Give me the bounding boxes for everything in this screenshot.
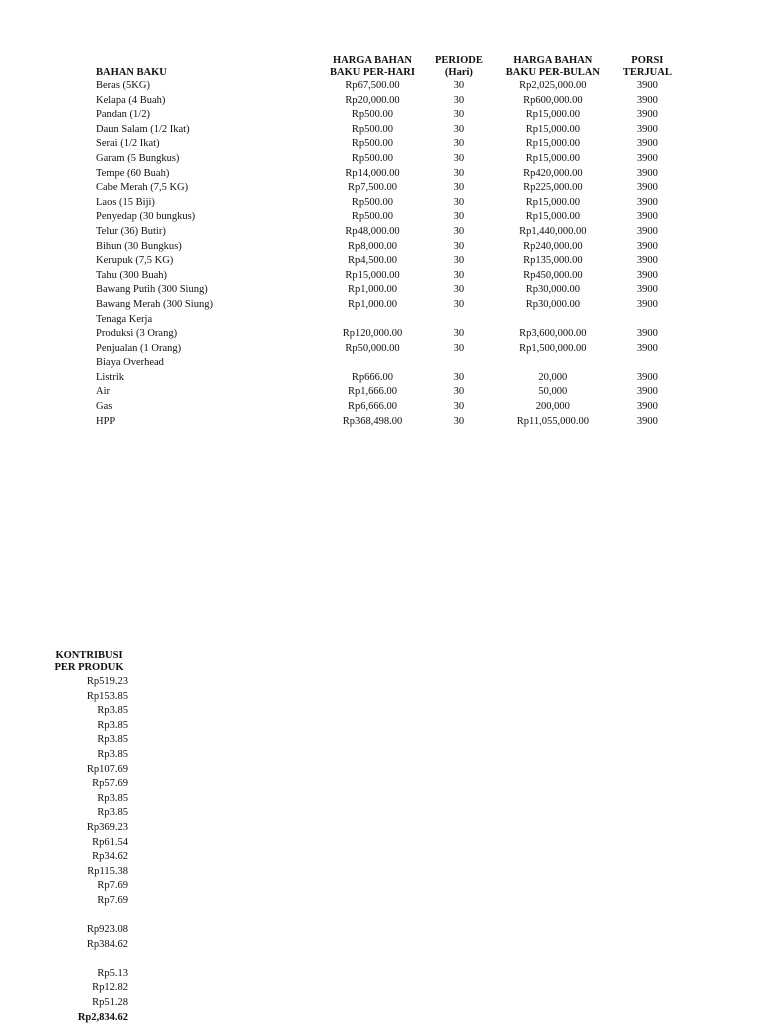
table-row [90, 167, 672, 182]
header-item [90, 55, 310, 67]
cell-portion: 3900 [636, 182, 658, 194]
table-row [90, 181, 672, 196]
table-row [90, 254, 672, 269]
cell-item-name: Laos (15 Biji) [96, 196, 155, 208]
cell-monthly-price: Rp1,500,000.00 [519, 342, 587, 354]
cell-item-name: Gas [96, 401, 113, 413]
table-row [90, 371, 672, 386]
cell-daily-price: Rp8,000.00 [347, 240, 397, 252]
cell-item-name: Daun Salam (1/2 Ikat) [96, 123, 190, 135]
cell-item-name: Penyedap (30 bungkus) [96, 211, 196, 223]
cell-item-name: Tahu (300 Buah) [96, 269, 167, 281]
cell-portion: 3900 [636, 152, 658, 164]
kontribusi-value: Rp3.85 [97, 734, 128, 746]
cell-portion: 3900 [636, 94, 658, 106]
cell-item-name: Kerupuk (7,5 KG) [96, 255, 174, 267]
cell-monthly-price: Rp225,000.00 [523, 182, 583, 194]
cell-item-name: Listrik [96, 371, 124, 383]
cell-monthly-price: Rp1,440,000.00 [519, 225, 587, 237]
section-row [90, 313, 672, 328]
cell-portion: 3900 [636, 255, 658, 267]
cell-monthly-price: Rp30,000.00 [525, 298, 580, 310]
cell-item-name: Penjualan (1 Orang) [96, 342, 182, 354]
cell-monthly-price: Rp15,000.00 [525, 211, 580, 223]
cell-daily-price: Rp500.00 [351, 138, 394, 150]
kontribusi-value: Rp923.08 [86, 924, 128, 936]
cell-period [435, 356, 483, 371]
cell-portion: 3900 [636, 342, 658, 354]
kontribusi-value: Rp7.69 [97, 894, 128, 906]
cell-monthly-price: Rp15,000.00 [525, 138, 580, 150]
cell-monthly-price: Rp3,600,000.00 [519, 328, 587, 340]
kontribusi-value: Rp34.62 [92, 851, 128, 863]
section-row [90, 356, 672, 371]
cell-period: 30 [453, 269, 465, 281]
cell-daily-price: Rp67,500.00 [345, 80, 400, 91]
table-header [90, 55, 672, 79]
cell-daily-price: Rp15,000.00 [345, 269, 400, 281]
table-row [90, 108, 672, 123]
cell-portion: 3900 [636, 386, 658, 398]
cell-period: 30 [453, 415, 465, 427]
cell-period: 30 [453, 240, 465, 252]
header-daily-line1: HARGA BAHAN [332, 55, 413, 66]
table-row [90, 210, 672, 225]
cell-period: 30 [453, 342, 465, 354]
cell-item-name: Pandan (1/2) [96, 109, 150, 121]
kontribusi-values [50, 675, 128, 1025]
cell-item-name: Tempe (60 Buah) [96, 167, 170, 179]
cell-item-name: HPP [96, 415, 116, 427]
cell-daily-price: Rp666.00 [351, 371, 394, 383]
cell-item-name: Bihun (30 Bungkus) [96, 240, 182, 252]
cell-portion: 3900 [636, 298, 658, 310]
cell-period [435, 313, 483, 328]
cell-item-name: Garam (5 Bungkus) [96, 152, 180, 164]
table-row [90, 225, 672, 240]
cell-daily-price: Rp1,000.00 [347, 298, 397, 310]
cell-portion [623, 356, 672, 371]
cell-daily-price: Rp4,500.00 [347, 255, 397, 267]
cell-portion [623, 313, 672, 328]
cell-period: 30 [453, 328, 465, 340]
cell-portion: 3900 [636, 123, 658, 135]
kontribusi-value: Rp153.85 [86, 690, 128, 702]
cell-monthly-price: Rp135,000.00 [523, 255, 583, 267]
cell-period: 30 [453, 152, 465, 164]
cell-item-name: Biaya Overhead [96, 357, 164, 369]
cell-period: 30 [453, 255, 465, 267]
cell-portion: 3900 [636, 328, 658, 340]
cell-daily-price: Rp1,000.00 [347, 284, 397, 296]
cell-item-name: Bawang Merah (300 Siung) [96, 298, 213, 310]
kontribusi-value: Rp369.23 [86, 821, 128, 833]
kontribusi-header [50, 650, 128, 674]
cell-monthly-price: Rp2,025,000.00 [519, 80, 587, 91]
cell-daily-price: Rp1,666.00 [347, 386, 397, 398]
kontribusi-value: Rp519.23 [86, 676, 128, 687]
table-row [90, 79, 672, 94]
cell-period: 30 [453, 211, 465, 223]
cell-daily-price: Rp368,498.00 [342, 415, 403, 427]
kontribusi-header-line1: KONTRIBUSI [55, 650, 123, 661]
cell-period: 30 [453, 284, 465, 296]
cell-portion: 3900 [636, 415, 658, 427]
cell-monthly-price: Rp15,000.00 [525, 196, 580, 208]
cell-monthly-price: Rp240,000.00 [523, 240, 583, 252]
table-row [90, 269, 672, 284]
cell-period: 30 [453, 80, 465, 91]
cell-portion: 3900 [636, 80, 658, 91]
cell-portion: 3900 [636, 401, 658, 413]
cell-item-name: Air [96, 386, 110, 398]
kontribusi-value: Rp3.85 [97, 748, 128, 760]
hpp-table [90, 55, 672, 429]
cell-daily-price [310, 356, 435, 371]
kontribusi-value: Rp384.62 [86, 938, 128, 950]
cell-daily-price: Rp500.00 [351, 211, 394, 223]
kontribusi-value: Rp5.13 [97, 967, 128, 979]
cell-portion: 3900 [636, 284, 658, 296]
cell-monthly-price: Rp15,000.00 [525, 152, 580, 164]
cell-portion: 3900 [636, 225, 658, 237]
cell-monthly-price: Rp11,055,000.00 [516, 415, 589, 427]
table-row [90, 385, 672, 400]
kontribusi-value: Rp12.82 [92, 982, 128, 994]
kontribusi-value: Rp3.85 [97, 807, 128, 819]
kontribusi-value: Rp61.54 [92, 836, 128, 848]
cell-item-name: Kelapa (4 Buah) [96, 94, 166, 106]
kontribusi-value: Rp7.69 [97, 880, 128, 892]
cell-period: 30 [453, 386, 465, 398]
header-monthly-line2: BAKU PER-BULAN [505, 67, 600, 78]
table-row [90, 94, 672, 109]
cell-daily-price [310, 313, 435, 328]
table-row [90, 137, 672, 152]
header-monthly-line1: HARGA BAHAN [513, 55, 593, 66]
kontribusi-value: Rp51.28 [92, 997, 128, 1009]
cell-item-name: Bawang Putih (300 Siung) [96, 284, 208, 296]
cell-period: 30 [453, 109, 465, 121]
cell-monthly-price: Rp15,000.00 [525, 123, 580, 135]
cell-period: 30 [453, 225, 465, 237]
header-portion-line2: TERJUAL [622, 67, 672, 78]
header-period-line1: PERIODE [435, 55, 483, 66]
cell-daily-price: Rp500.00 [351, 152, 394, 164]
kontribusi-value: Rp3.85 [97, 705, 128, 717]
cell-period: 30 [453, 196, 465, 208]
total-row [90, 415, 672, 430]
table-body [90, 79, 672, 429]
kontribusi-value [50, 952, 128, 967]
table-row [90, 400, 672, 415]
cell-item-name: Tenaga Kerja [96, 313, 153, 325]
cell-daily-price: Rp48,000.00 [345, 225, 400, 237]
kontribusi-value [50, 909, 128, 924]
cell-portion: 3900 [636, 109, 658, 121]
cell-portion: 3900 [636, 371, 658, 383]
cell-daily-price: Rp7,500.00 [347, 182, 397, 194]
cell-item-name: Beras (5KG) [96, 80, 150, 91]
cell-period: 30 [453, 182, 465, 194]
cell-monthly-price: 200,000 [535, 401, 570, 413]
cell-item-name: Produksi (3 Orang) [96, 328, 178, 340]
table-row [90, 152, 672, 167]
cell-monthly-price [483, 356, 623, 371]
table-row [90, 196, 672, 211]
cell-monthly-price: 20,000 [538, 371, 568, 383]
cell-portion: 3900 [636, 240, 658, 252]
header-item-label: BAHAN BAKU [96, 67, 167, 78]
kontribusi-column [50, 650, 128, 1025]
cell-monthly-price: Rp420,000.00 [523, 167, 583, 179]
kontribusi-value: Rp107.69 [86, 763, 128, 775]
kontribusi-value: Rp115.38 [87, 865, 128, 877]
cell-monthly-price: Rp600,000.00 [523, 94, 583, 106]
kontribusi-total: Rp2,834.62 [77, 1011, 128, 1023]
header-portion-line1: PORSI [631, 55, 664, 66]
cell-period: 30 [453, 401, 465, 413]
cell-daily-price: Rp120,000.00 [342, 328, 403, 340]
cell-portion: 3900 [636, 196, 658, 208]
cell-monthly-price: Rp15,000.00 [525, 109, 580, 121]
cell-period: 30 [453, 94, 465, 106]
kontribusi-value: Rp3.85 [97, 719, 128, 731]
table-row [90, 283, 672, 298]
kontribusi-value: Rp3.85 [97, 792, 128, 804]
cell-daily-price: Rp500.00 [351, 123, 394, 135]
cell-daily-price: Rp50,000.00 [345, 342, 400, 354]
cell-item-name: Cabe Merah (7,5 KG) [96, 182, 189, 194]
cell-daily-price: Rp500.00 [351, 196, 394, 208]
kontribusi-header-line2: PER PRODUK [54, 662, 124, 673]
cell-monthly-price: Rp450,000.00 [523, 269, 583, 281]
cell-monthly-price: 50,000 [538, 386, 568, 398]
table-row [90, 240, 672, 255]
cell-daily-price: Rp20,000.00 [345, 94, 400, 106]
cell-period: 30 [453, 298, 465, 310]
table-row [90, 298, 672, 313]
header-period-line2: (Hari) [444, 67, 473, 78]
cell-period: 30 [453, 138, 465, 150]
cell-daily-price: Rp14,000.00 [345, 167, 400, 179]
cell-daily-price: Rp500.00 [351, 109, 394, 121]
cell-portion: 3900 [636, 211, 658, 223]
cell-portion: 3900 [636, 167, 658, 179]
cell-item-name: Telur (36) Butir) [96, 225, 166, 237]
table-row [90, 123, 672, 138]
cell-period: 30 [453, 123, 465, 135]
cell-portion: 3900 [636, 269, 658, 281]
cell-monthly-price [483, 313, 623, 328]
cell-period: 30 [453, 371, 465, 383]
kontribusi-value: Rp57.69 [92, 778, 128, 790]
header-daily-line2: BAKU PER-HARI [330, 67, 415, 78]
table-row [90, 327, 672, 342]
cell-monthly-price: Rp30,000.00 [525, 284, 580, 296]
cell-period: 30 [453, 167, 465, 179]
cell-daily-price: Rp6,666.00 [347, 401, 397, 413]
cell-item-name: Serai (1/2 Ikat) [96, 138, 160, 150]
table-row [90, 342, 672, 357]
cell-portion: 3900 [636, 138, 658, 150]
